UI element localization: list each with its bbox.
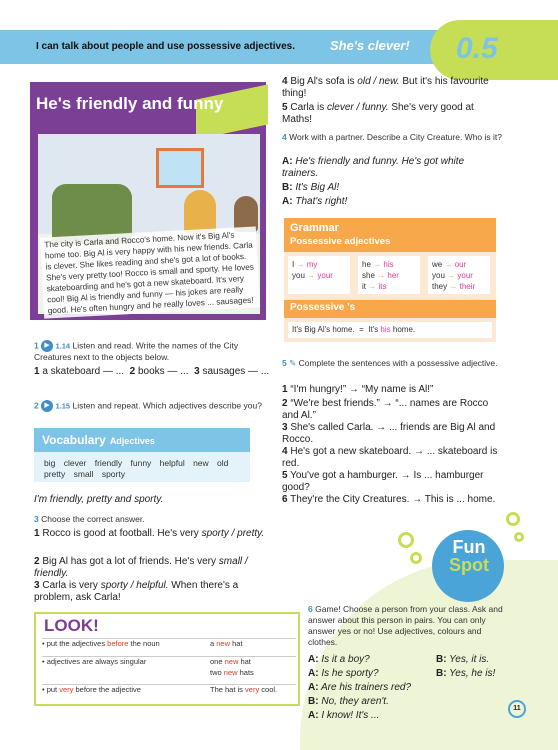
fun-spot-label: Fun Spot [449, 537, 489, 575]
dialogue-line: B: It's Big Al! [282, 182, 340, 193]
decor-ring [506, 512, 520, 526]
decor-ring [410, 552, 422, 564]
look-row: • put very before the adjective The hat is very cool. [42, 684, 296, 698]
exercise-6-instruction: 6 Game! Choose a person from your class. Ask and answer about this person in pairs. You can only answer yes or no! Use adjectives, colours and clothes. [308, 604, 503, 647]
dialogue-line: A: Are his trainers red? [308, 682, 412, 693]
lesson-objective: I can talk about people and use possessive adjectives. [36, 41, 295, 52]
track-number: 1.14 [55, 341, 71, 351]
illustration-window [156, 148, 204, 188]
story-text: The city is Carla and Rocco's home. Now it's Big Al's home too. Big Al is very happy with his new friends. Carla is clever. She likes reading and she's got a lot of books. She's very pretty too! Rocco is small and sporty. He loves skateboarding and he's got a new skateboard. It's very cool! Big Al is friendly and funny — his jokes are really good. He's often hungry and he really loves ... sausages! [40, 226, 260, 318]
example-sentence: I'm friendly, pretty and sporty. [34, 494, 164, 505]
audio-icon[interactable]: ▶ [41, 340, 53, 352]
illustration-cat [184, 190, 216, 234]
exercise-5-instruction: 5 ✎ Complete the sentences with a possessive adjective. [282, 358, 498, 368]
grammar-title: Grammar Possessive adjectives [290, 222, 391, 247]
decor-ring [514, 532, 524, 542]
exercise-5-item: 6 They're the City Creatures. → This is ... home. [282, 494, 496, 505]
dialogue-line: A: Is it a boy? B: Yes, it is. [308, 654, 490, 665]
decor-ring [398, 532, 414, 548]
dialogue-line: A: I know! It's ... [308, 710, 380, 721]
exercise-4-instruction: 4 Work with a partner. Describe a City Creature. Who is it? [282, 132, 502, 142]
possessive-example: It's Big Al's home. = It's his home. [288, 322, 492, 338]
exercise-5-item: 2 “We're best friends.” → “... names are Rocco and Al.” [282, 398, 489, 421]
unit-number: 0.5 [456, 32, 498, 65]
exercise-2-instruction: 2 ▶ 1.15 Listen and repeat. Which adjectives describe you? [34, 400, 262, 411]
page-number: 11 [508, 700, 526, 718]
exercise-1-items: 1 a skateboard — ... 2 books — ... 3 sausages — ... [34, 366, 270, 377]
dialogue-line: B: No, they aren't. [308, 696, 389, 707]
vocabulary-words: big clever friendly funny helpful new old pretty small sporty [44, 458, 229, 479]
look-title: LOOK! [44, 616, 99, 635]
grammar-column: I → my you → your [288, 256, 350, 294]
grammar-column: we → our you → your they → their [428, 256, 490, 294]
story-title: He's friendly and funny [36, 94, 224, 113]
lesson-title: She's clever! [330, 38, 410, 53]
look-row: • put the adjectives before the noun a new hat [42, 638, 296, 652]
exercise-3-item: 3 Carla is very sporty / helpful. When there's a problem, ask Carla! [34, 580, 239, 603]
exercise-5-item: 3 She's called Carla. → ... friends are Big Al and Rocco. [282, 422, 496, 445]
grammar-column: he → his she → her it → its [358, 256, 420, 294]
dialogue-line: A: Is he sporty? B: Yes, he is! [308, 668, 496, 679]
exercise-5-item: 1 “I'm hungry!” → “My name is Al!” [282, 384, 434, 395]
exercise-3-item: 1 Rocco is good at football. He's very sporty / pretty. [34, 528, 265, 539]
exercise-3-item: 2 Big Al has got a lot of friends. He's very small / friendly. [34, 556, 248, 579]
audio-icon[interactable]: ▶ [41, 400, 53, 412]
exercise-3-item: 4 Big Al's sofa is old / new. But it's his favourite thing! [282, 76, 489, 99]
exercise-3-instruction: 3 Choose the correct answer. [34, 514, 145, 524]
track-number: 1.15 [55, 401, 71, 411]
look-row: • adjectives are always singular one new hat [42, 656, 296, 668]
vocabulary-title: Vocabulary Adjectives [42, 433, 155, 447]
look-row: two new hats [210, 668, 254, 677]
possessive-title: Possessive 's [290, 302, 356, 313]
dialogue-line: A: He's friendly and funny. He's got white trainers. [282, 156, 465, 179]
exercise-3-item: 5 Carla is clever / funny. She's very good at Maths! [282, 102, 474, 125]
dialogue-line: A: That's right! [282, 196, 348, 207]
exercise-5-item: 5 You've got a hamburger. → Is ... hamburger good? [282, 470, 484, 493]
exercise-5-item: 4 He's got a new skateboard. → ... skateboard is red. [282, 446, 498, 469]
exercise-1-instruction: 1 ▶ 1.14 Listen and read. Write the names of the City Creatures next to the objects below. [34, 340, 239, 362]
